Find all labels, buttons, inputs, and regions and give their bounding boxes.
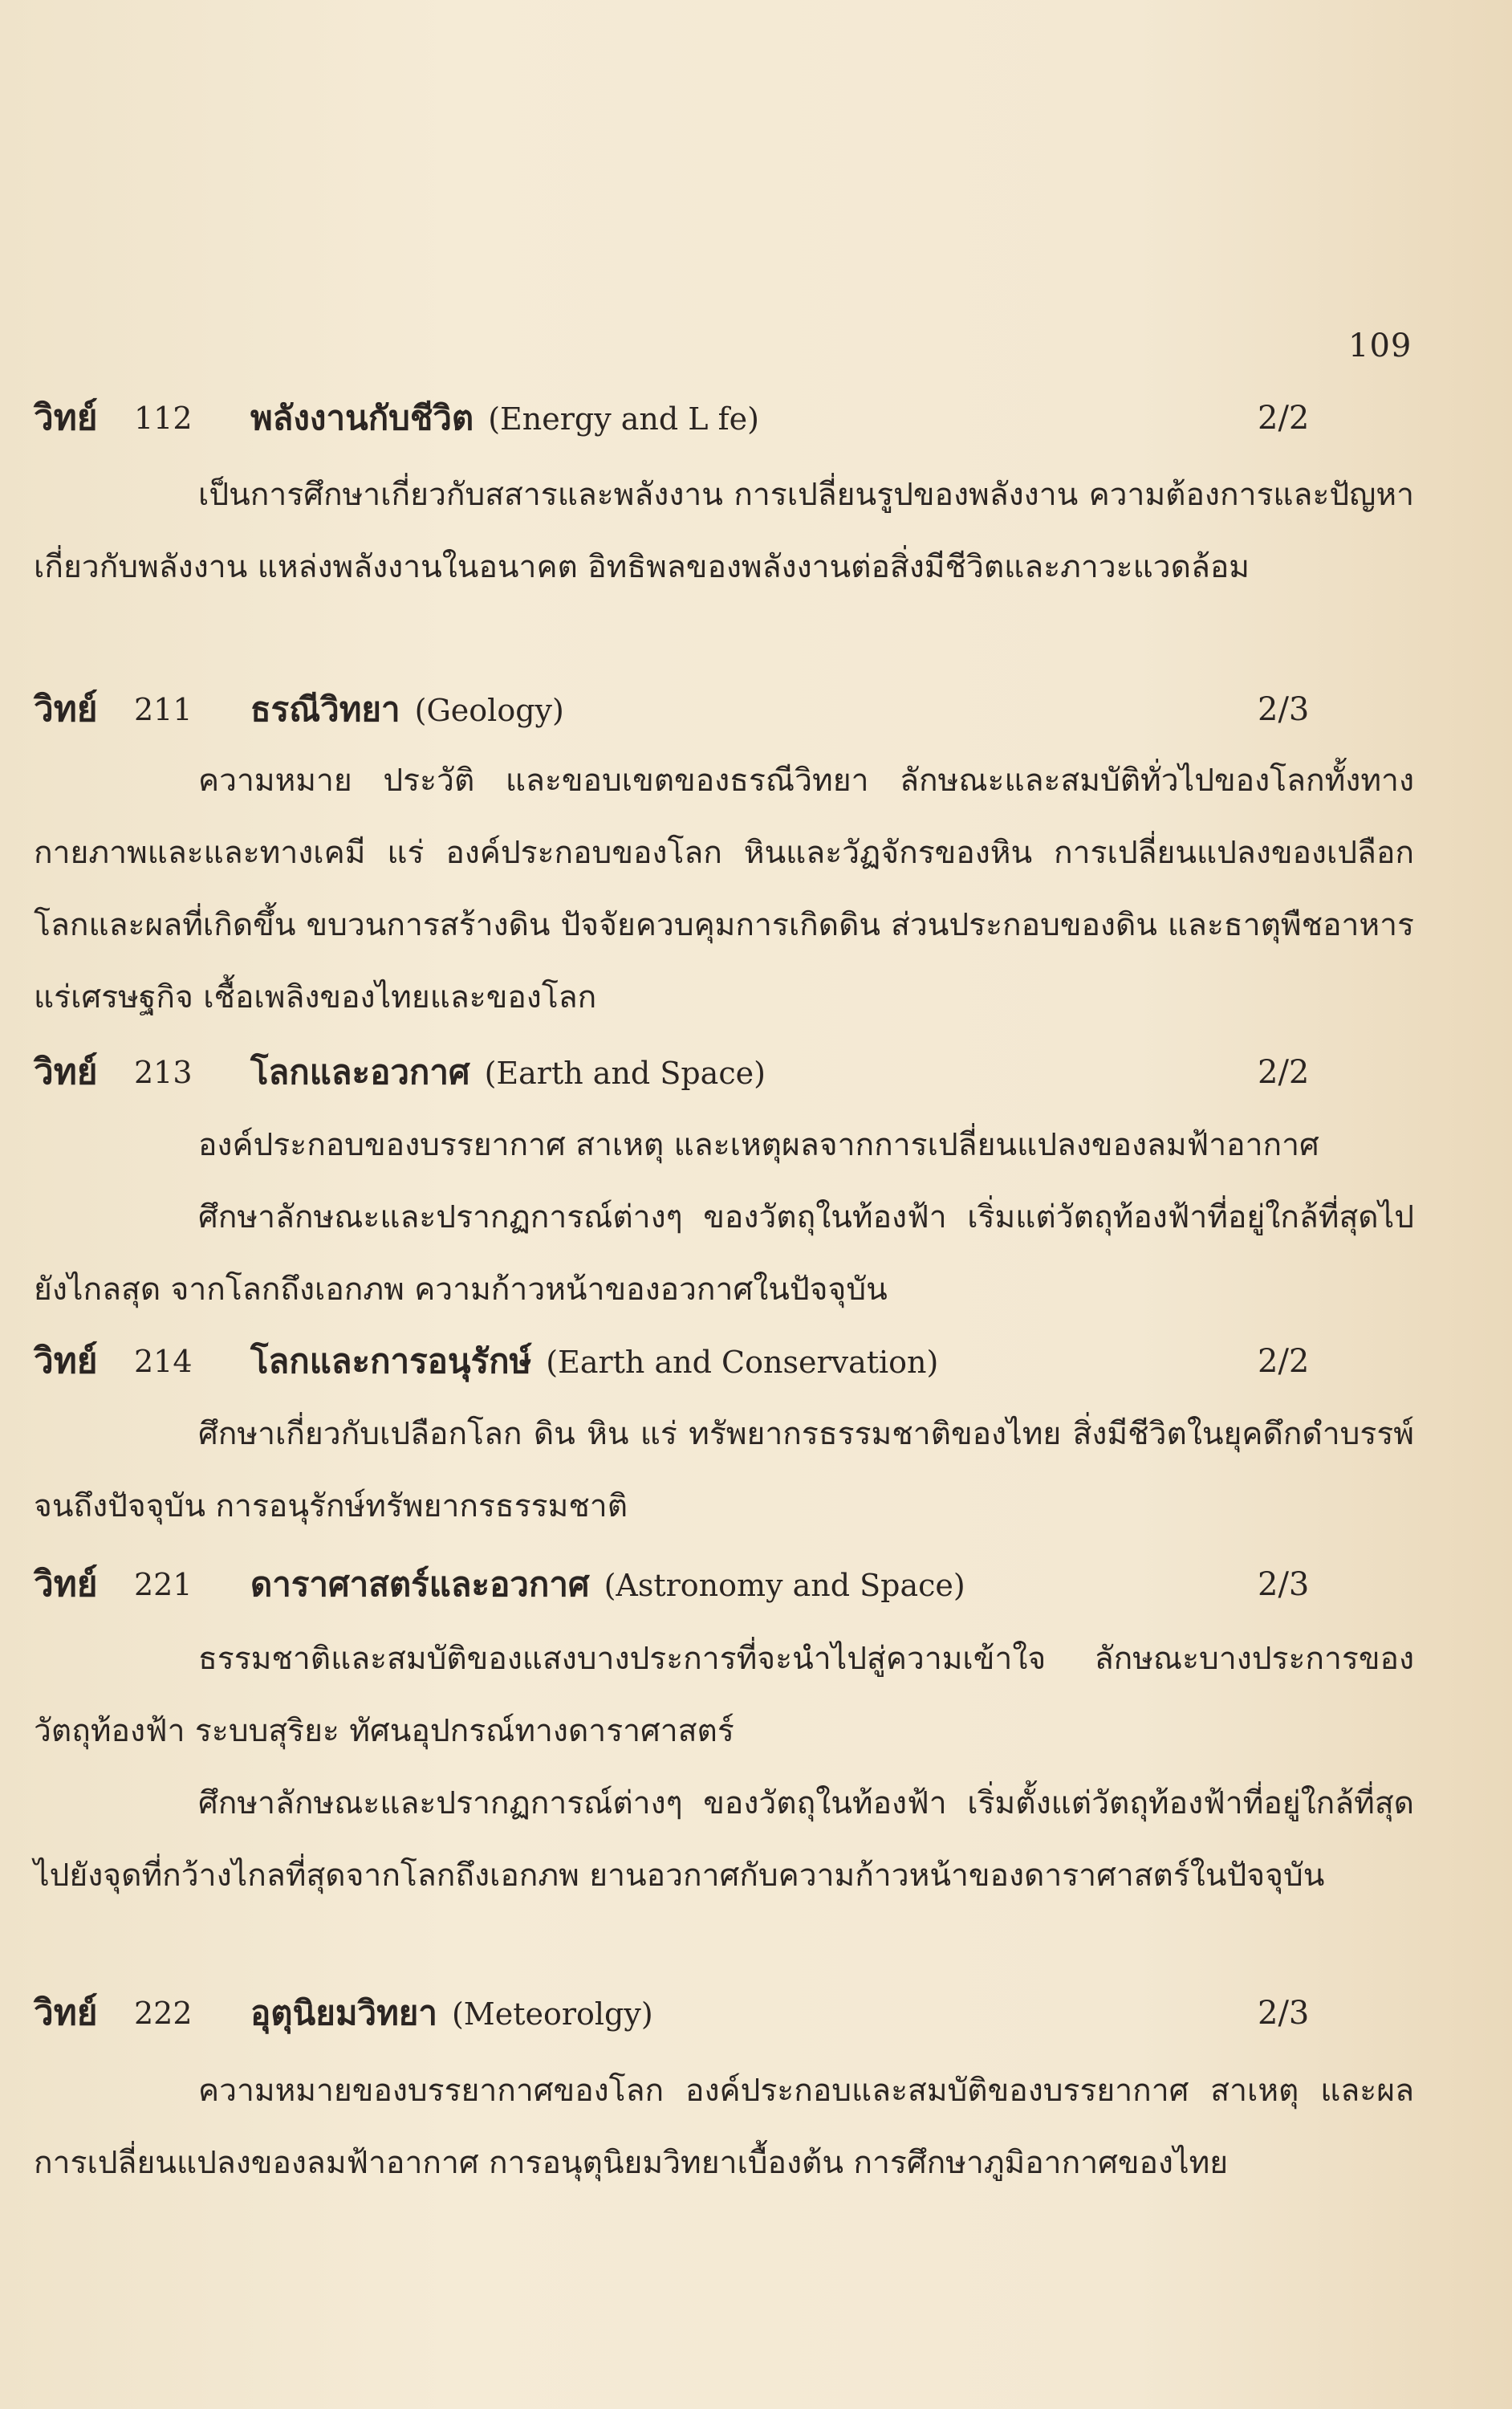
course-credits: 2/2 [1258,400,1310,437]
course-title-thai: โลกและการอนุรักษ์ [250,1341,532,1381]
course-title [250,1333,938,1391]
course-title-english: (Earth and Space) [484,1056,766,1091]
course-description: ศึกษาลักษณะและปรากฏการณ์ต่างๆ ของวัตถุในท้องฟ้า เริ่มตั้งแต่วัตถุท้องฟ้าที่อยู่ใกล้ที่สุดไปยังจุดที่กว้างไกลที่สุดจากโลกถึงเอกภพ ยานอวกาศกับความก้าวหน้าของดาราศาสตร์ในปัจจุบัน [34,1785,1414,1894]
course-description: เป็นการศึกษาเกี่ยวกับสสารและพลังงาน การเปลี่ยนรูปของพลังงาน ความต้องการและปัญหาเกี่ยวกับพลังงาน แหล่งพลังงานในอนาคต อิทธิพลของพลังงานต่อสิ่งมีชีวิตและภาวะแวดล้อม [34,477,1414,585]
course-title-english: (Geology) [414,693,564,728]
course-title-english: (Earth and Conservation) [546,1345,939,1380]
course-title-thai: อุตุนิยมวิทยา [250,1993,437,2033]
course-code: วิทย์ [34,689,98,730]
course-number: 112 [134,401,193,436]
course-title [250,1984,653,2043]
course-credits: 2/3 [1258,1566,1310,1603]
course-credits: 2/2 [1258,1343,1310,1380]
course-title-english: (Meteorolgy) [451,1996,653,2032]
course-title-thai: โลกและอวกาศ [250,1052,470,1092]
course-code: วิทย์ [34,397,98,438]
course-title [250,1044,766,1102]
course-description: ความหมาย ประวัติ และขอบเขตของธรณีวิทยา ลักษณะและสมบัติทั่วไปของโลกทั้งทางกายภาพและและทางเคมี แร่ องค์ประกอบของโลก หินและวัฏจักรของหิน การเปลี่ยนแปลงของเปลือกโลกและผลที่เกิดขึ้น ขบวนการสร้างดิน ปัจจัยควบคุมการเกิดดิน ส่วนประกอบของดิน และธาตุพืชอาหาร แร่เศรษฐกิจ เชื้อเพลิงของไทยและของโลก [34,763,1414,1015]
course-description: ศึกษาเกี่ยวกับเปลือกโลก ดิน หิน แร่ ทรัพยากรธรรมชาติของไทย สิ่งมีชีวิตในยุคดึกดำบรรพ์จนถึงปัจจุบัน การอนุรักษ์ทรัพยากรธรรมชาติ [34,1416,1414,1524]
course-credits: 2/3 [1258,1995,1310,2032]
course-number: 221 [134,1567,193,1602]
course-title [250,389,759,448]
course-description: องค์ประกอบของบรรยากาศ สาเหตุ และเหตุผลจากการเปลี่ยนแปลงของลมฟ้าอากาศ [198,1127,1319,1163]
course-description: ความหมายของบรรยากาศของโลก องค์ประกอบและสมบัติของบรรยากาศ สาเหตุ และผลการเปลี่ยนแปลงของลมฟ้าอากาศ การอนุตุนิยมวิทยาเบื้องต้น การศึกษาภูมิอากาศของไทย [34,2073,1414,2181]
course-heading [34,1984,1478,2042]
course-heading [34,389,1478,447]
course-code: วิทย์ [34,1992,98,2033]
course-number: 211 [134,692,193,727]
course-title-thai: ดาราศาสตร์และอวกาศ [250,1565,590,1604]
course-description: ธรรมชาติและสมบัติของแสงบางประการที่จะนำไปสู่ความเข้าใจ ลักษณะบางประการของวัตถุท้องฟ้า ระบบสุริยะ ทัศนอุปกรณ์ทางดาราศาสตร์ [34,1641,1414,1749]
course-title [250,681,564,739]
course-heading [34,681,1478,739]
course-credits: 2/3 [1258,691,1310,728]
course-code: วิทย์ [34,1564,98,1605]
course-number: 213 [134,1055,193,1090]
page-number: 109 [1348,328,1412,364]
course-heading [34,1556,1478,1613]
course-code: วิทย์ [34,1052,98,1093]
course-title-english: (Astronomy and Space) [604,1568,965,1603]
course-number: 222 [134,1996,193,2031]
course-description: ศึกษาลักษณะและปรากฏการณ์ต่างๆ ของวัตถุในท้องฟ้า เริ่มแต่วัตถุท้องฟ้าที่อยู่ใกล้ที่สุดไปยังไกลสุด จากโลกถึงเอกภพ ความก้าวหน้าของอวกาศในปัจจุบัน [34,1199,1414,1308]
course-credits: 2/2 [1258,1054,1310,1091]
course-title [250,1556,965,1614]
course-title-thai: ธรณีวิทยา [250,690,400,729]
course-number: 214 [134,1344,193,1379]
course-heading [34,1044,1478,1101]
course-code: วิทย์ [34,1341,98,1382]
course-heading [34,1333,1478,1390]
course-title-thai: พลังงานกับชีวิต [250,398,474,437]
course-title-english: (Energy and L fe) [488,401,759,437]
